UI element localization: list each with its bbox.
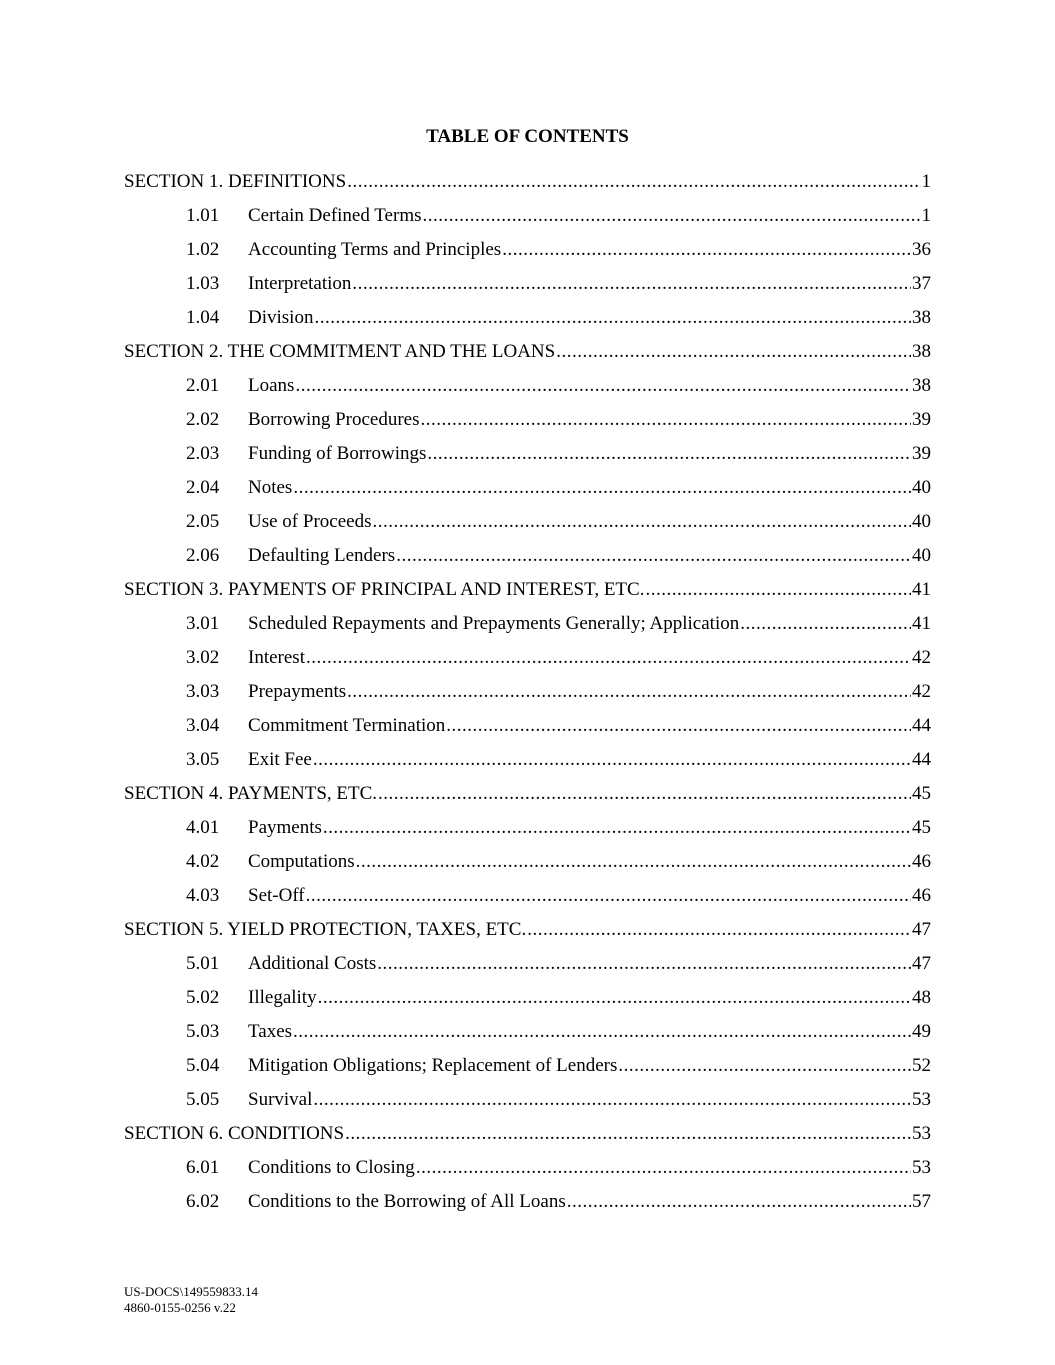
toc-item-2-03[interactable] — [124, 439, 931, 473]
dot-leader — [446, 711, 911, 741]
toc-item-number: 2.04 — [186, 477, 220, 498]
toc-page-number: 39 — [912, 409, 931, 430]
toc-item-5-05[interactable] — [124, 1085, 931, 1119]
toc-page-number: 45 — [912, 783, 931, 804]
toc-item-2-05[interactable] — [124, 507, 931, 541]
toc-item-6-02[interactable] — [124, 1187, 931, 1221]
dot-leader — [372, 507, 911, 537]
toc-page-number: 53 — [912, 1089, 931, 1110]
toc-item-number: 6.01 — [186, 1157, 220, 1178]
toc-item-number: 1.02 — [186, 239, 220, 260]
toc-item-number: 5.05 — [186, 1089, 220, 1110]
dot-leader — [293, 1017, 911, 1047]
dot-leader — [740, 609, 911, 639]
toc-page-number: 46 — [912, 885, 931, 906]
toc-entry-label: Notes — [248, 477, 293, 498]
toc-item-number: 5.02 — [186, 987, 220, 1008]
dot-leader — [313, 745, 911, 775]
dot-leader — [347, 167, 920, 197]
toc-page-number: 44 — [912, 749, 931, 770]
toc-item-number: 1.04 — [186, 307, 220, 328]
page-title: TABLE OF CONTENTS — [426, 126, 629, 147]
toc-section-3[interactable] — [124, 575, 931, 609]
toc-entry-label: Survival — [248, 1089, 313, 1110]
toc-item-number: 3.03 — [186, 681, 220, 702]
document-footer — [124, 1284, 258, 1316]
dot-leader — [618, 1051, 911, 1081]
toc-entry-label: Accounting Terms and Principles — [248, 239, 502, 260]
toc-entry-label: Additional Costs — [248, 953, 377, 974]
toc-entry-label: Certain Defined Terms — [248, 205, 422, 226]
toc-page-number: 52 — [912, 1055, 931, 1076]
toc-page-number: 40 — [912, 477, 931, 498]
dot-leader — [323, 813, 911, 843]
toc-entry-label: SECTION 6. CONDITIONS — [124, 1123, 345, 1144]
toc-page-number: 40 — [912, 545, 931, 566]
dot-leader — [313, 1085, 911, 1115]
toc-page-number: 1 — [921, 205, 931, 226]
toc-entry-label: Borrowing Procedures — [248, 409, 420, 430]
toc-item-number: 4.03 — [186, 885, 220, 906]
toc-entry-label: Taxes — [248, 1021, 293, 1042]
toc-page-number: 38 — [912, 375, 931, 396]
toc-item-3-04[interactable] — [124, 711, 931, 745]
toc-item-4-02[interactable] — [124, 847, 931, 881]
footer-doc-id: US-DOCS\149559833.14 — [124, 1284, 258, 1299]
toc-page-number: 41 — [912, 613, 931, 634]
toc-item-2-06[interactable] — [124, 541, 931, 575]
toc-page-number: 38 — [912, 341, 931, 362]
toc-section-4[interactable] — [124, 779, 931, 813]
dot-leader — [556, 337, 911, 367]
dot-leader — [416, 1153, 911, 1183]
toc-item-number: 2.06 — [186, 545, 220, 566]
dot-leader — [345, 1119, 911, 1149]
toc-item-2-01[interactable] — [124, 371, 931, 405]
toc-item-3-02[interactable] — [124, 643, 931, 677]
toc-entry-label: Scheduled Repayments and Prepayments Generally; Application — [248, 613, 740, 634]
toc-item-4-03[interactable] — [124, 881, 931, 915]
toc-entry-label: Illegality — [248, 987, 317, 1008]
dot-leader — [314, 303, 911, 333]
toc-page-number: 49 — [912, 1021, 931, 1042]
dot-leader — [527, 915, 911, 945]
dot-leader — [423, 201, 921, 231]
toc-item-number: 3.01 — [186, 613, 220, 634]
toc-entry-label: Conditions to Closing — [248, 1157, 415, 1178]
toc-page-number: 42 — [912, 681, 931, 702]
toc-section-5[interactable] — [124, 915, 931, 949]
dot-leader — [318, 983, 911, 1013]
toc-item-5-04[interactable] — [124, 1051, 931, 1085]
toc-item-1-01[interactable] — [124, 201, 931, 235]
toc-item-2-02[interactable] — [124, 405, 931, 439]
toc-entry-label: Funding of Borrowings — [248, 443, 427, 464]
toc-entry-label: SECTION 3. PAYMENTS OF PRINCIPAL AND INTEREST, ETC. — [124, 579, 645, 600]
dot-leader — [396, 541, 911, 571]
toc-item-number: 6.02 — [186, 1191, 220, 1212]
toc-item-1-03[interactable] — [124, 269, 931, 303]
toc-entry-label: Payments — [248, 817, 322, 838]
toc-item-6-01[interactable] — [124, 1153, 931, 1187]
toc-item-5-03[interactable] — [124, 1017, 931, 1051]
toc-item-number: 5.03 — [186, 1021, 220, 1042]
toc-item-number: 4.02 — [186, 851, 220, 872]
toc-entry-label: Commitment Termination — [248, 715, 446, 736]
toc-entry-label: Interpretation — [248, 273, 352, 294]
toc-page-number: 42 — [912, 647, 931, 668]
toc-entry-label: Prepayments — [248, 681, 347, 702]
toc-page-number: 44 — [912, 715, 931, 736]
toc-item-3-01[interactable] — [124, 609, 931, 643]
toc-item-number: 2.02 — [186, 409, 220, 430]
toc-item-number: 3.05 — [186, 749, 220, 770]
toc-entry-label: SECTION 1. DEFINITIONS — [124, 171, 347, 192]
table-of-contents — [124, 167, 931, 1221]
toc-page-number: 53 — [912, 1123, 931, 1144]
dot-leader — [645, 575, 911, 605]
dot-leader — [306, 881, 911, 911]
toc-entry-label: Conditions to the Borrowing of All Loans — [248, 1191, 566, 1212]
dot-leader — [502, 235, 911, 265]
dot-leader — [306, 643, 911, 673]
toc-item-2-04[interactable] — [124, 473, 931, 507]
dot-leader — [347, 677, 911, 707]
toc-section-2[interactable] — [124, 337, 931, 371]
toc-entry-label: Exit Fee — [248, 749, 312, 770]
toc-page-number: 57 — [912, 1191, 931, 1212]
toc-entry-label: SECTION 5. YIELD PROTECTION, TAXES, ETC. — [124, 919, 527, 940]
toc-page-number: 38 — [912, 307, 931, 328]
toc-item-number: 2.05 — [186, 511, 220, 532]
toc-item-number: 1.01 — [186, 205, 220, 226]
toc-page-number: 46 — [912, 851, 931, 872]
toc-entry-label: Computations — [248, 851, 355, 872]
toc-page-number: 45 — [912, 817, 931, 838]
toc-page-number: 53 — [912, 1157, 931, 1178]
toc-page-number: 39 — [912, 443, 931, 464]
dot-leader — [295, 371, 911, 401]
toc-item-5-02[interactable] — [124, 983, 931, 1017]
toc-item-5-01[interactable] — [124, 949, 931, 983]
dot-leader — [352, 269, 911, 299]
toc-item-1-02[interactable] — [124, 235, 931, 269]
toc-item-number: 4.01 — [186, 817, 220, 838]
toc-item-number: 5.04 — [186, 1055, 220, 1076]
toc-entry-label: SECTION 4. PAYMENTS, ETC. — [124, 783, 378, 804]
dot-leader — [293, 473, 911, 503]
toc-entry-label: Mitigation Obligations; Replacement of Lenders — [248, 1055, 618, 1076]
toc-page-number: 48 — [912, 987, 931, 1008]
dot-leader — [567, 1187, 911, 1217]
toc-item-3-05[interactable] — [124, 745, 931, 779]
toc-page-number: 47 — [912, 919, 931, 940]
toc-item-number: 3.04 — [186, 715, 220, 736]
toc-entry-label: Loans — [248, 375, 295, 396]
toc-section-6[interactable] — [124, 1119, 931, 1153]
toc-item-4-01[interactable] — [124, 813, 931, 847]
toc-item-number: 1.03 — [186, 273, 220, 294]
dot-leader — [356, 847, 911, 877]
toc-page-number: 47 — [912, 953, 931, 974]
toc-entry-label: Defaulting Lenders — [248, 545, 396, 566]
toc-entry-label: Division — [248, 307, 314, 328]
toc-item-number: 2.03 — [186, 443, 220, 464]
toc-page-number: 40 — [912, 511, 931, 532]
toc-page-number: 41 — [912, 579, 931, 600]
dot-leader — [421, 405, 912, 435]
toc-entry-label: SECTION 2. THE COMMITMENT AND THE LOANS — [124, 341, 556, 362]
toc-item-number: 5.01 — [186, 953, 220, 974]
toc-item-number: 2.01 — [186, 375, 220, 396]
toc-page-number: 37 — [912, 273, 931, 294]
toc-entry-label: Use of Proceeds — [248, 511, 372, 532]
toc-entry-label: Set-Off — [248, 885, 305, 906]
dot-leader — [427, 439, 911, 469]
dot-leader — [377, 949, 911, 979]
toc-item-number: 3.02 — [186, 647, 220, 668]
toc-item-1-04[interactable] — [124, 303, 931, 337]
dot-leader — [378, 779, 911, 809]
toc-page-number: 36 — [912, 239, 931, 260]
footer-version: 4860-0155-0256 v.22 — [124, 1300, 236, 1315]
toc-item-3-03[interactable] — [124, 677, 931, 711]
toc-entry-label: Interest — [248, 647, 305, 668]
toc-section-1[interactable] — [124, 167, 931, 201]
toc-page-number: 1 — [921, 171, 931, 192]
